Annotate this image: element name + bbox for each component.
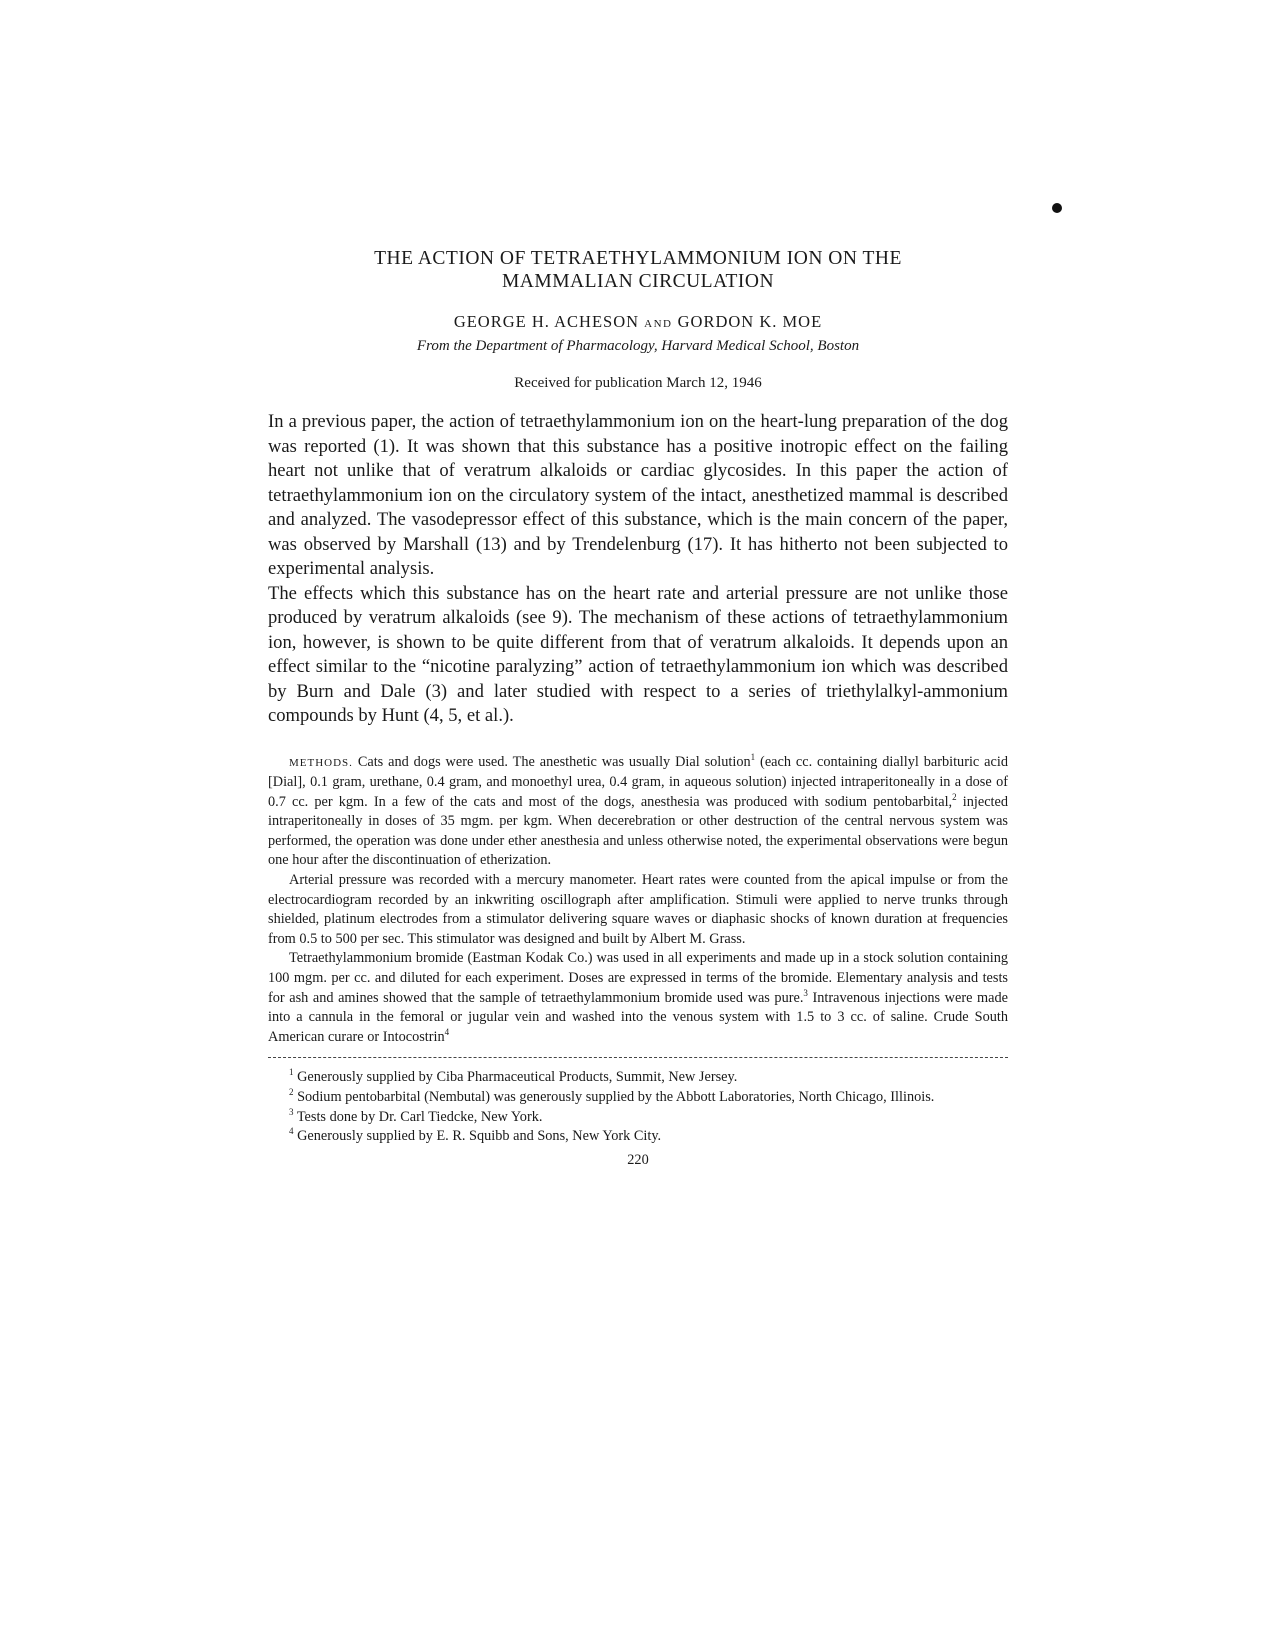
title-line-2: MAMMALIAN CIRCULATION (501, 271, 775, 292)
page-number: 220 (627, 1151, 649, 1168)
title-line-1: THE ACTION OF TETRAETHYLAMMONIUM ION ON THE (374, 248, 902, 269)
author-line (268, 312, 1008, 334)
author-conjunction: AND (644, 318, 673, 330)
intro-paragraph-2: The effects which this substance has on the heart rate and arterial pressure are not unlike those produced by veratrum alkaloids (see 9). The mechanism of these actions of tetraethylammonium ion, however, is shown to be quite different from that of veratrum alkaloids. It depends upon an effect similar to the “nicotine paralyzing” action of tetraethylammonium ion which was described by Burn and Dale (3) and later studied with respect to a series of triethylalkyl-ammonium compounds by Hunt (4, 5, et al.). (268, 582, 1008, 726)
footnote-ref-1[interactable]: 1 (750, 751, 756, 762)
methods-paragraph-2: Arterial pressure was recorded with a mercury manometer. Heart rates were counted from the apical impulse or from the electrocardiogram recorded by an inkwriting oscillograph after amplification. Stimuli were applied to nerve trunks through shielded, platinum electrodes from a stimulator delivering square waves or diaphasic shocks of known duration at frequencies from 0.5 to 500 per sec. This stimulator was designed and built by Albert M. Grass. (268, 872, 1008, 947)
footnote-divider (268, 1057, 1008, 1058)
footnote-1 (268, 1068, 1008, 1088)
methods-p1-text-a: Cats and dogs were used. The anesthetic was usually Dial solution (357, 753, 751, 770)
methods-p3-text-a: Tetraethylammonium bromide (Eastman Kodak Co.) was used in all experiments and made up in a stock solution containing 100 mgm. per cc. and diluted for each experiment. Doses are expressed in terms of the bromide. Elementary analysis and tests for ash and amines showed that the sample of tetraethylammonium bromide used was pure. (268, 950, 1008, 1006)
methods-heading: METHODS. (289, 756, 353, 769)
intro-paragraph-1: In a previous paper, the action of tetraethylammonium ion on the heart-lung preparation of the dog was reported (1). It was shown that this substance has a positive inotropic effect on the failing heart not unlike that of veratrum alkaloids or cardiac glycosides. In this paper the action of tetraethylammonium ion on the circulatory system of the intact, anesthetized mammal is described and analyzed. The vasodepressor effect of this substance, which is the main concern of the paper, was observed by Marshall (13) and by Trendelenburg (17). It has hitherto not been subjected to experimental analysis. (268, 411, 1008, 579)
footnote-1-text: Generously supplied by Ciba Pharmaceutical Products, Summit, New Jersey. (293, 1069, 738, 1086)
footnote-2 (268, 1088, 1008, 1108)
footnote-2-text: Sodium pentobarbital (Nembutal) was generously supplied by the Abbott Laboratories, North Chicago, Illinois. (293, 1089, 935, 1105)
methods-p3-text-b: Intravenous injections were made into a cannula in the femoral or jugular vein and washed into the venous system with 1.5 to 3 cc. of saline. Crude South American curare or Intocostrin (268, 989, 1008, 1045)
footnote-4 (268, 1127, 1008, 1147)
footnote-ref-3[interactable]: 3 (803, 987, 808, 998)
print-speck (1052, 203, 1062, 213)
footnote-ref-4[interactable]: 4 (444, 1027, 450, 1038)
methods-p1-text-c: injected intraperitoneally in doses of 35 mgm. per kgm. When decerebration or other destruction of the central nervous system was performed, the operation was done under ether anesthesia and unless otherwise noted, the experimental observations were begun one hour after the discontinuation of etherization. (268, 793, 1009, 869)
methods-p1-text-b: (each cc. containing diallyl barbituric acid [Dial], 0.1 gram, urethane, 0.4 gram, and monoethyl urea, 0.4 gram, in aqueous solution) injected intraperitoneally in a dose of 0.7 cc. per kgm. In a few of the cats and most of the dogs, anesthesia was produced with sodium pentobarbital, (268, 753, 1008, 810)
footnote-ref-2[interactable]: 2 (952, 791, 957, 802)
article-title (268, 247, 1008, 293)
footnote-4-text: Generously supplied by E. R. Squibb and Sons, New York City. (293, 1128, 662, 1145)
footnote-mark-4: 4 (289, 1126, 294, 1137)
footnote-mark-2: 2 (289, 1087, 294, 1098)
footnote-mark-3: 3 (289, 1106, 294, 1117)
received-date: Received for publication March 12, 1946 (514, 375, 762, 391)
author-acheson: GEORGE H. ACHESON (453, 312, 640, 331)
article-page (268, 247, 1008, 1169)
footnote-3-text: Tests done by Dr. Carl Tiedcke, New York. (293, 1108, 543, 1125)
methods-paragraph-1 (268, 753, 1008, 872)
author-moe: GORDON K. MOE (677, 312, 823, 331)
affiliation: From the Department of Pharmacology, Harvard Medical School, Boston (416, 338, 860, 354)
methods-paragraph-3 (268, 949, 1008, 1047)
footnote-3 (268, 1108, 1008, 1128)
footnote-mark-1: 1 (289, 1067, 294, 1078)
